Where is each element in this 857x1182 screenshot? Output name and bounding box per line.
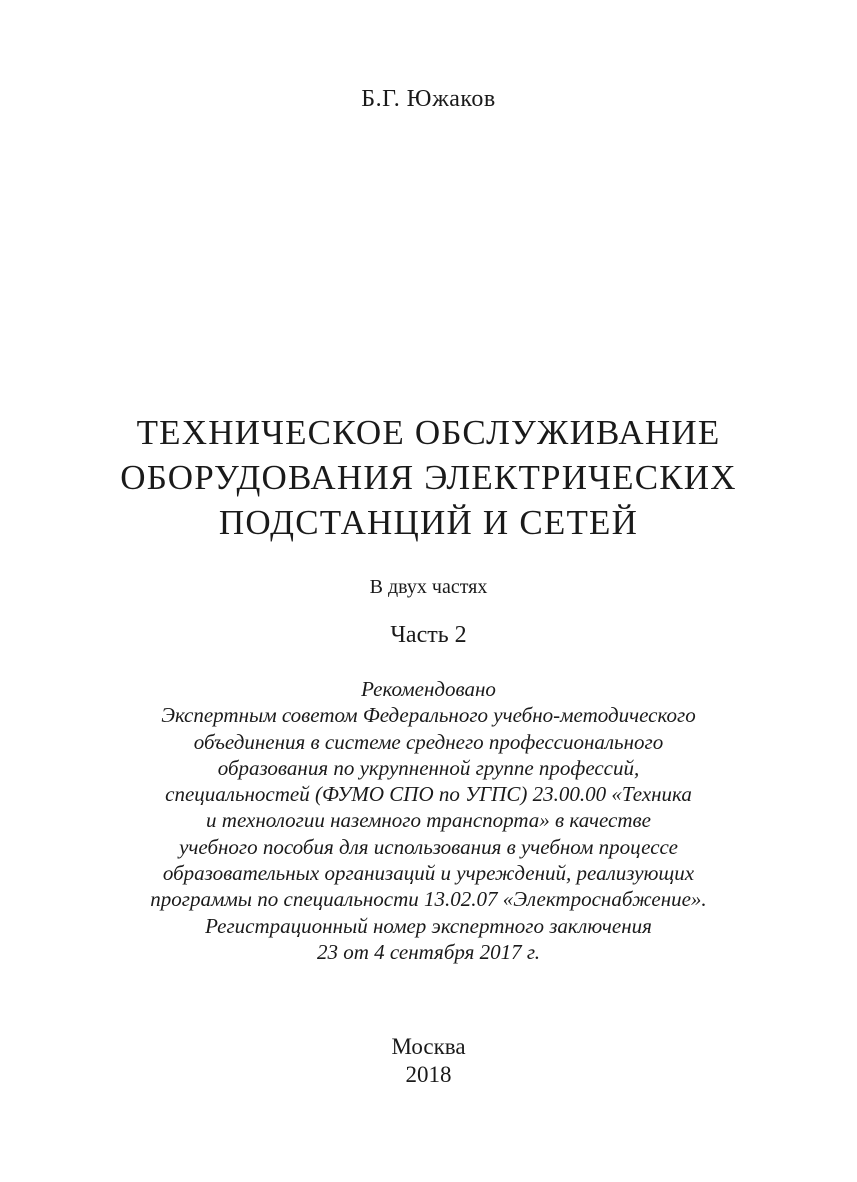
recommendation-line: Регистрационный номер экспертного заключения <box>205 913 652 938</box>
recommendation-line: образовательных организаций и учреждений, реализующих <box>162 861 695 886</box>
recommendation-line: Рекомендовано <box>361 677 496 701</box>
recommendation-line: объединения в системе среднего профессионального <box>193 729 664 754</box>
book-title <box>0 410 857 545</box>
recommendation-line: учебного пособия для использования в учебном процессе <box>179 834 678 859</box>
publication-city: Москва <box>391 1034 466 1059</box>
book-part: Часть 2 <box>390 622 467 648</box>
recommendation-line: специальностей (ФУМО СПО по УГПС) 23.00.00 «Техника <box>165 782 692 807</box>
recommendation-line: образования по укрупненной группе профессий, <box>217 755 640 780</box>
book-title-line: ОБОРУДОВАНИЯ ЭЛЕКТРИЧЕСКИХ <box>120 458 737 497</box>
recommendation-line: Экспертным советом Федерального учебно-методического <box>161 703 696 728</box>
book-subtitle: В двух частях <box>369 576 488 598</box>
book-title-line: ТЕХНИЧЕСКОЕ ОБСЛУЖИВАНИЕ <box>136 413 721 452</box>
recommendation-line: 23 от 4 сентября 2017 г. <box>316 939 541 964</box>
recommendation-line: и технологии наземного транспорта» в качестве <box>206 808 651 833</box>
recommendation-line: программы по специальности 13.02.07 «Электроснабжение». <box>150 887 707 912</box>
author-name: Б.Г. Южаков <box>361 86 496 112</box>
publication-year: 2018 <box>405 1062 452 1087</box>
recommendation-block <box>0 676 857 965</box>
book-title-line: ПОДСТАНЦИЙ И СЕТЕЙ <box>218 503 639 542</box>
